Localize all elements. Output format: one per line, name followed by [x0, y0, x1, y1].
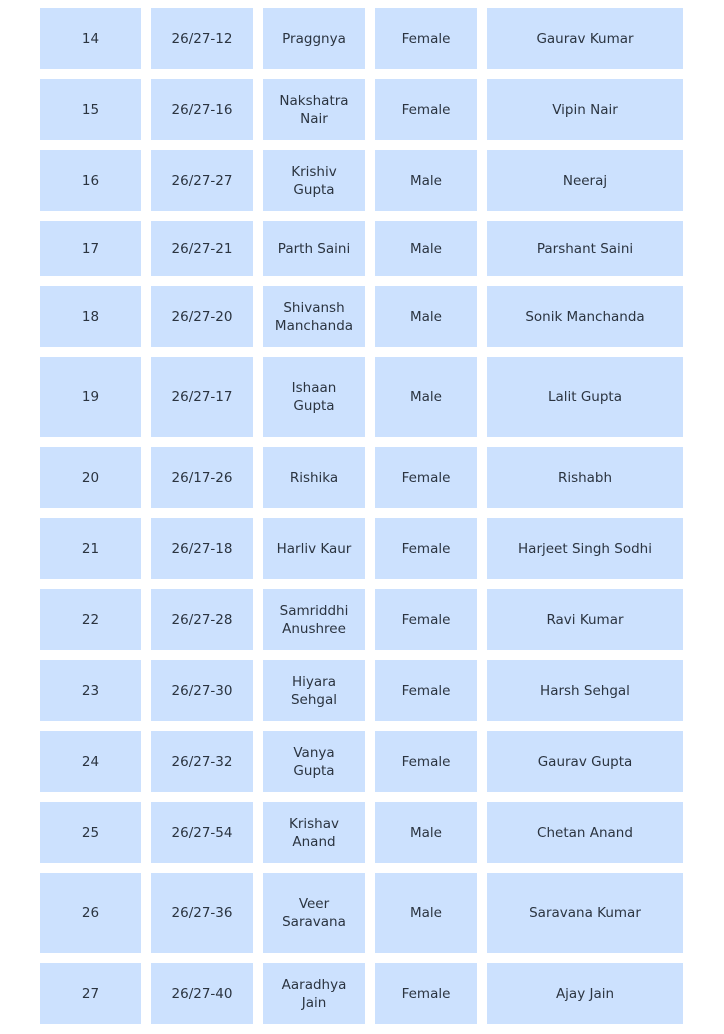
- parent-name-cell: Rishabh: [487, 447, 683, 508]
- student-name-cell: Krishav Anand: [263, 802, 365, 863]
- student-name-cell: Veer Saravana: [263, 873, 365, 953]
- gender-cell: Female: [375, 963, 477, 1024]
- admission-number-cell: 26/27-30: [151, 660, 253, 721]
- parent-name-cell: Harsh Sehgal: [487, 660, 683, 721]
- table-row: [40, 589, 685, 650]
- student-name-cell: Krishiv Gupta: [263, 150, 365, 211]
- serial-number-cell: 15: [40, 79, 141, 140]
- serial-number-cell: 21: [40, 518, 141, 579]
- student-name-cell: Harliv Kaur: [263, 518, 365, 579]
- student-name-cell: Rishika: [263, 447, 365, 508]
- admission-number-cell: 26/27-36: [151, 873, 253, 953]
- admission-number-cell: 26/27-16: [151, 79, 253, 140]
- parent-name-cell: Gaurav Gupta: [487, 731, 683, 792]
- admission-number-cell: 26/27-18: [151, 518, 253, 579]
- admission-number-cell: 26/27-32: [151, 731, 253, 792]
- student-table: [40, 8, 685, 1034]
- table-row: [40, 150, 685, 211]
- serial-number-cell: 23: [40, 660, 141, 721]
- serial-number-cell: 27: [40, 963, 141, 1024]
- gender-cell: Female: [375, 447, 477, 508]
- student-name-cell: Samriddhi Anushree: [263, 589, 365, 650]
- student-name-cell: Aaradhya Jain: [263, 963, 365, 1024]
- serial-number-cell: 25: [40, 802, 141, 863]
- student-name-cell: Hiyara Sehgal: [263, 660, 365, 721]
- gender-cell: Male: [375, 802, 477, 863]
- table-row: [40, 447, 685, 508]
- admission-number-cell: 26/17-26: [151, 447, 253, 508]
- table-row: [40, 873, 685, 953]
- admission-number-cell: 26/27-28: [151, 589, 253, 650]
- student-name-cell: Vanya Gupta: [263, 731, 365, 792]
- admission-number-cell: 26/27-54: [151, 802, 253, 863]
- table-row: [40, 221, 685, 276]
- admission-number-cell: 26/27-40: [151, 963, 253, 1024]
- student-name-cell: Parth Saini: [263, 221, 365, 276]
- gender-cell: Female: [375, 518, 477, 579]
- gender-cell: Male: [375, 150, 477, 211]
- admission-number-cell: 26/27-21: [151, 221, 253, 276]
- parent-name-cell: Harjeet Singh Sodhi: [487, 518, 683, 579]
- table-row: [40, 357, 685, 437]
- parent-name-cell: Parshant Saini: [487, 221, 683, 276]
- serial-number-cell: 17: [40, 221, 141, 276]
- table-row: [40, 802, 685, 863]
- gender-cell: Male: [375, 221, 477, 276]
- admission-number-cell: 26/27-17: [151, 357, 253, 437]
- parent-name-cell: Neeraj: [487, 150, 683, 211]
- gender-cell: Female: [375, 589, 477, 650]
- gender-cell: Female: [375, 731, 477, 792]
- serial-number-cell: 26: [40, 873, 141, 953]
- serial-number-cell: 16: [40, 150, 141, 211]
- gender-cell: Female: [375, 79, 477, 140]
- admission-number-cell: 26/27-12: [151, 8, 253, 69]
- gender-cell: Female: [375, 660, 477, 721]
- gender-cell: Male: [375, 357, 477, 437]
- parent-name-cell: Ajay Jain: [487, 963, 683, 1024]
- admission-number-cell: 26/27-20: [151, 286, 253, 347]
- student-name-cell: Shivansh Manchanda: [263, 286, 365, 347]
- parent-name-cell: Chetan Anand: [487, 802, 683, 863]
- gender-cell: Male: [375, 873, 477, 953]
- table-row: [40, 660, 685, 721]
- serial-number-cell: 24: [40, 731, 141, 792]
- serial-number-cell: 19: [40, 357, 141, 437]
- parent-name-cell: Sonik Manchanda: [487, 286, 683, 347]
- parent-name-cell: Ravi Kumar: [487, 589, 683, 650]
- serial-number-cell: 14: [40, 8, 141, 69]
- parent-name-cell: Gaurav Kumar: [487, 8, 683, 69]
- table-row: [40, 731, 685, 792]
- gender-cell: Female: [375, 8, 477, 69]
- student-name-cell: Praggnya: [263, 8, 365, 69]
- table-row: [40, 286, 685, 347]
- serial-number-cell: 22: [40, 589, 141, 650]
- table-row: [40, 8, 685, 69]
- student-name-cell: Ishaan Gupta: [263, 357, 365, 437]
- gender-cell: Male: [375, 286, 477, 347]
- table-row: [40, 79, 685, 140]
- student-name-cell: Nakshatra Nair: [263, 79, 365, 140]
- parent-name-cell: Vipin Nair: [487, 79, 683, 140]
- parent-name-cell: Lalit Gupta: [487, 357, 683, 437]
- table-row: [40, 963, 685, 1024]
- admission-number-cell: 26/27-27: [151, 150, 253, 211]
- parent-name-cell: Saravana Kumar: [487, 873, 683, 953]
- table-row: [40, 518, 685, 579]
- serial-number-cell: 20: [40, 447, 141, 508]
- serial-number-cell: 18: [40, 286, 141, 347]
